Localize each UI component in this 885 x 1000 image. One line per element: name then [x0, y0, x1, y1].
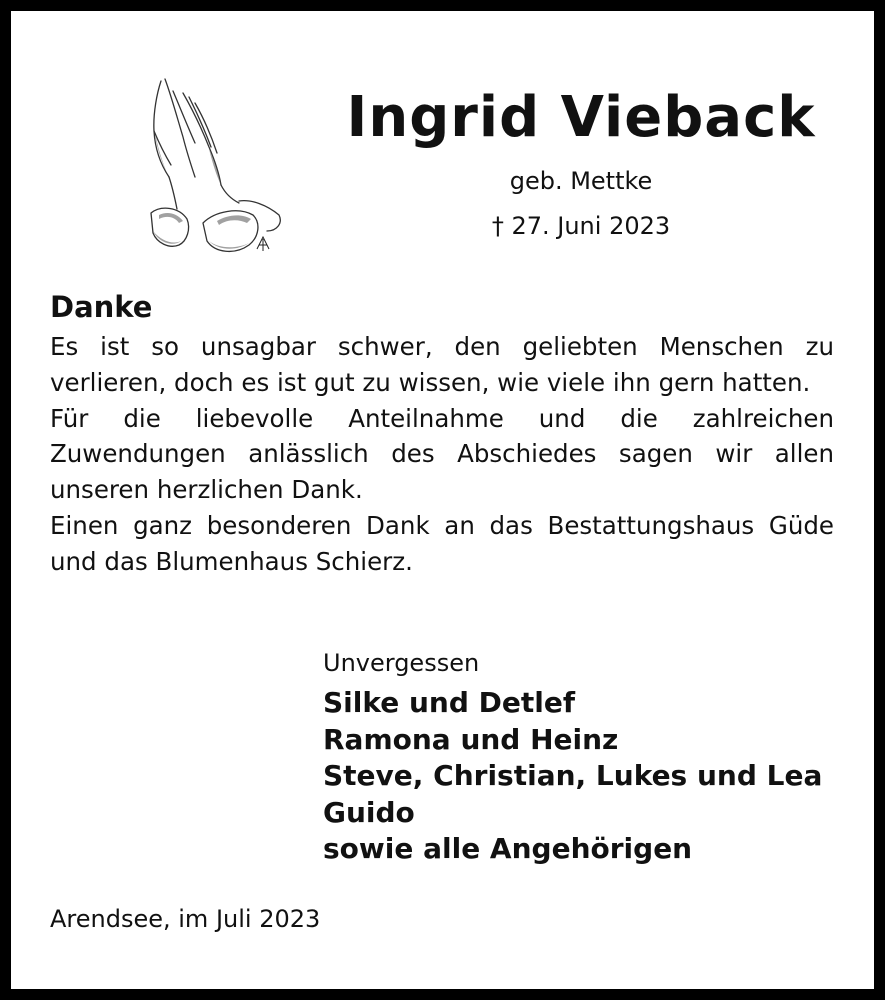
place-date: Arendsee, im Juli 2023 [50, 905, 321, 933]
closing-word: Unvergessen [323, 649, 480, 677]
birth-name: geb. Mettke [509, 167, 653, 195]
signer: Silke und Detlef [323, 686, 576, 719]
signer: sowie alle Angehörigen [323, 832, 693, 865]
praying-hands-icon [139, 73, 291, 271]
signers-list [323, 685, 843, 868]
thanks-paragraph: Einen ganz besonderen Dank an das Bestattungshaus Güde und das Blumenhaus Schierz. [50, 510, 834, 576]
thanks-paragraph: Für die liebevolle Anteilnahme und die zahlreichen Zuwendungen anlässlich des Abschiedes sagen wir allen unseren herzlichen Dank. [50, 403, 834, 505]
death-date: † 27. Juni 2023 [491, 212, 671, 240]
thanks-text [50, 329, 834, 580]
deceased-name: Ingrid Vieback [346, 85, 816, 150]
signer: Ramona und Heinz [323, 722, 619, 756]
thanks-paragraph: Es ist so unsagbar schwer, den geliebten Menschen zu verlieren, doch es ist gut zu wissen, wie viele ihn gern hatten. [50, 332, 834, 397]
signer: Guido [323, 795, 415, 829]
thanks-heading: Danke [50, 290, 153, 324]
signer: Steve, Christian, Lukes und Lea [323, 759, 823, 792]
